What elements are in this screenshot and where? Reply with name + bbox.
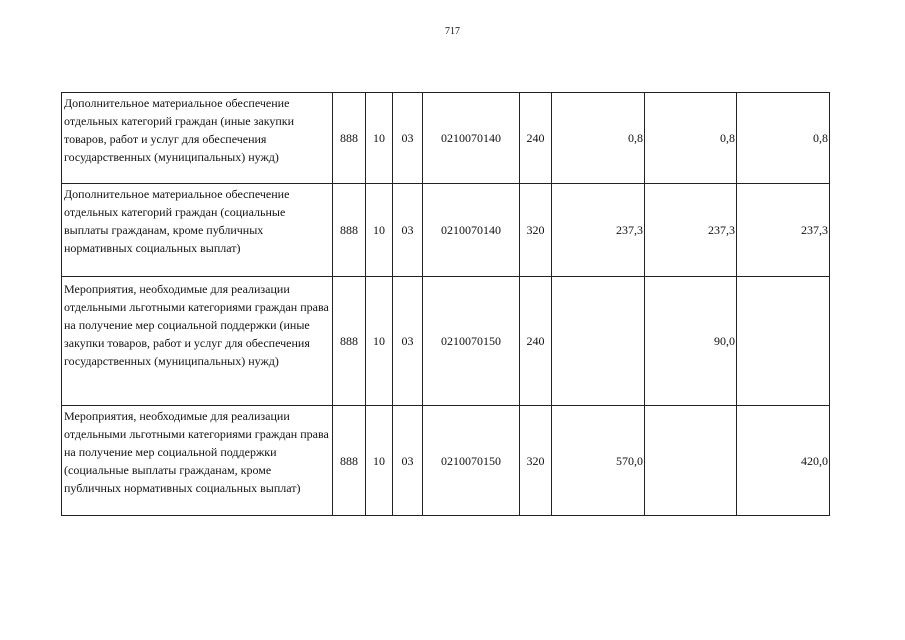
amount-year-1: 0,8 (552, 93, 645, 184)
ministry-code: 888 (333, 406, 366, 516)
expense-type-code: 320 (520, 406, 552, 516)
table-row (62, 184, 830, 277)
row-description: Дополнительное материальное обеспечение отдельных категорий граждан (социальные выплаты гражданам, кроме публичных нормативных социальных выплат) (62, 184, 333, 277)
expense-type-code: 240 (520, 277, 552, 406)
target-article-code: 0210070140 (423, 184, 520, 277)
amount-year-1: 570,0 (552, 406, 645, 516)
amount-year-1: 237,3 (552, 184, 645, 277)
amount-year-3 (737, 277, 830, 406)
expense-type-code: 320 (520, 184, 552, 277)
table-row (62, 277, 830, 406)
section-code: 10 (366, 184, 393, 277)
target-article-code: 0210070150 (423, 406, 520, 516)
target-article-code: 0210070140 (423, 93, 520, 184)
amount-year-3: 0,8 (737, 93, 830, 184)
amount-year-1 (552, 277, 645, 406)
subsection-code: 03 (393, 93, 423, 184)
amount-year-3: 237,3 (737, 184, 830, 277)
subsection-code: 03 (393, 277, 423, 406)
subsection-code: 03 (393, 184, 423, 277)
amount-year-3: 420,0 (737, 406, 830, 516)
table-row (62, 93, 830, 184)
row-description: Мероприятия, необходимые для реализации отдельными льготными категориями граждан права на получение мер социальной поддержки (иные закупки товаров, работ и услуг для обеспечения государственных (муниципальных) нужд) (62, 277, 333, 406)
page-number: 717 (445, 26, 460, 37)
subsection-code: 03 (393, 406, 423, 516)
amount-year-2 (645, 406, 737, 516)
row-description: Мероприятия, необходимые для реализации отдельными льготными категориями граждан права на получение мер социальной поддержки (социальные выплаты гражданам, кроме публичных нормативных социальных выплат) (62, 406, 333, 516)
budget-table (61, 92, 830, 516)
table-row (62, 406, 830, 516)
amount-year-2: 90,0 (645, 277, 737, 406)
section-code: 10 (366, 277, 393, 406)
section-code: 10 (366, 93, 393, 184)
row-description: Дополнительное материальное обеспечение отдельных категорий граждан (иные закупки товаров, работ и услуг для обеспечения государственных (муниципальных) нужд) (62, 93, 333, 184)
expense-type-code: 240 (520, 93, 552, 184)
ministry-code: 888 (333, 93, 366, 184)
amount-year-2: 237,3 (645, 184, 737, 277)
section-code: 10 (366, 406, 393, 516)
target-article-code: 0210070150 (423, 277, 520, 406)
amount-year-2: 0,8 (645, 93, 737, 184)
ministry-code: 888 (333, 184, 366, 277)
ministry-code: 888 (333, 277, 366, 406)
